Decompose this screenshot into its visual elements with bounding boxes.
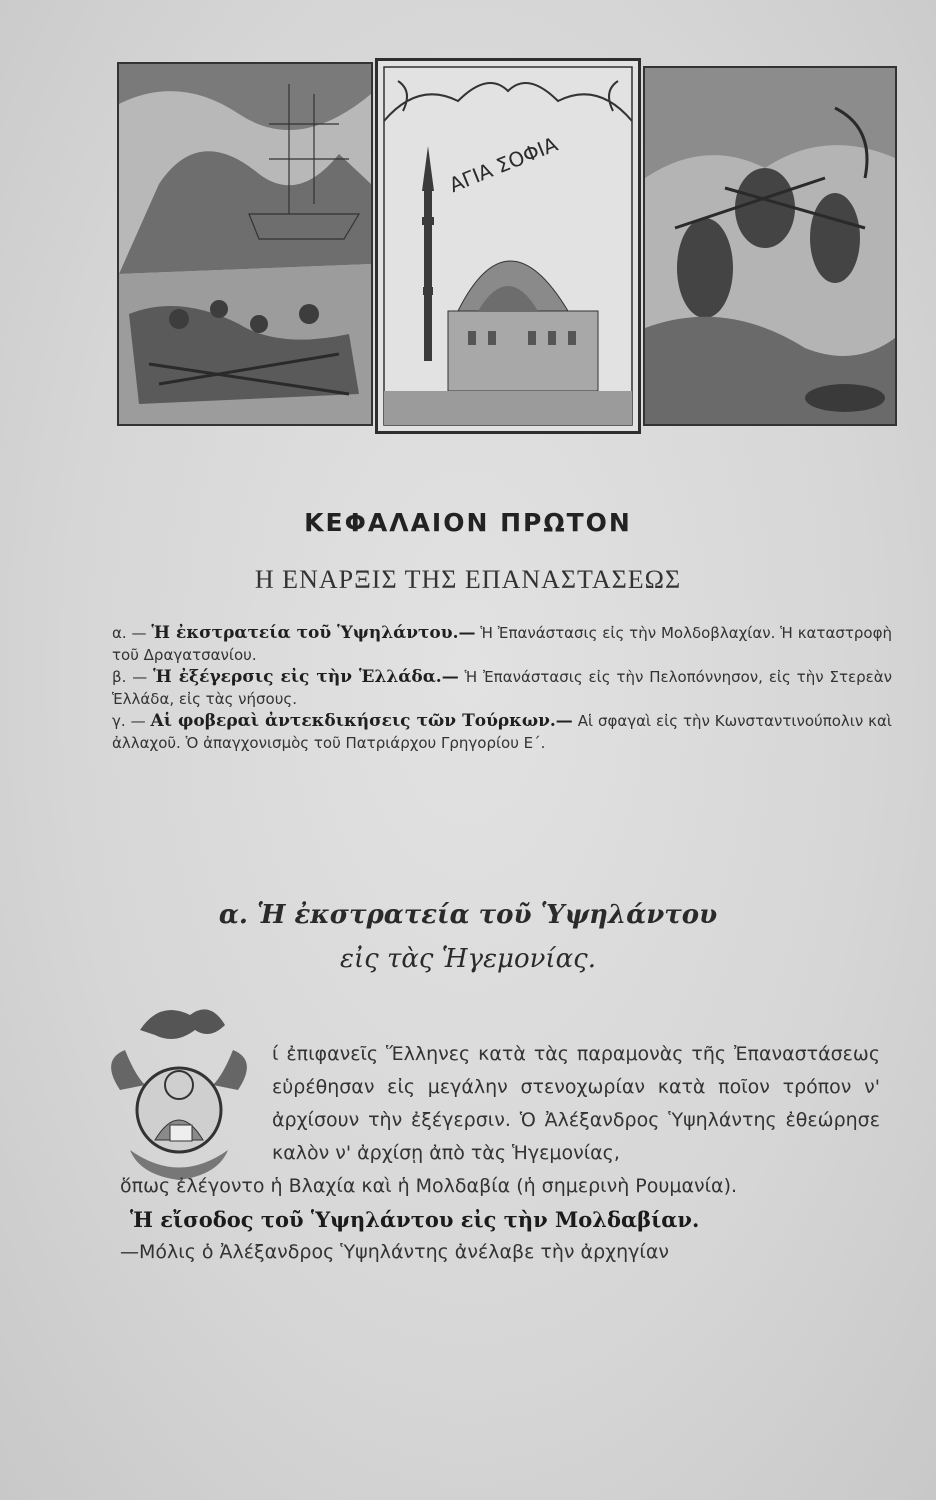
- chapter-heading: ΚΕΦΑΛΑΙΟΝ ΠΡΩΤΟΝ: [304, 508, 632, 537]
- summary-lead: Αἱ φοβεραὶ ἀντεκδικήσεις τῶν Τούρκων.—: [150, 711, 573, 731]
- paragraph-1-end: ὅπως ἐλέγοντο ἡ Βλαχία καὶ ἡ Μολδαβία (ἡ σημερινὴ Ρουμανία).: [120, 1175, 738, 1197]
- illustration-hagia-sophia: [375, 58, 641, 434]
- paragraph-1: ί ἐπιφανεῖς Ἕλληνες κατὰ τὰς παραμονὰς τῆς Ἐπαναστάσεως εὑρέθησαν εἰς μεγάλην στενοχωρίαν κατὰ ποῖον τρόπον ν' ἀρχίσουν τὴν ἐξέγερσιν. Ὁ Ἀλέξανδρος Ὑψηλάντης ἐθεώρησε καλὸν ν' ἀρχίσῃ ἀπὸ τὰς Ἡγεμονίας,: [272, 1043, 880, 1164]
- summary-text: Ἡ Ἐπανάστασις εἰς τὴν Πελοπόννησον, εἰς τὴν Στερεὰν Ἑλλάδα, εἰς τὰς νήσους.: [112, 668, 892, 708]
- summary-lead: Ἡ ἐξέγερσις εἰς τὴν Ἑλλάδα.—: [153, 667, 459, 687]
- illustration-harbor-burning: [117, 62, 373, 426]
- hagia-sophia-caption: ΑΓΙΑ ΣΟΦΙΑ: [445, 131, 561, 198]
- summary-lead: Ἡ ἐκστρατεία τοῦ Ὑψηλάντου.—: [151, 623, 476, 643]
- section-title-line2: εἰς τὰς Ἡγεμονίας.: [340, 944, 596, 974]
- summary-marker: γ. —: [112, 712, 146, 730]
- summary-item-b: [112, 666, 892, 710]
- section-title: [0, 893, 936, 981]
- summary-item-a: [112, 622, 892, 666]
- header-illustration-banner: [117, 58, 897, 428]
- summary-item-c: [112, 710, 892, 754]
- chapter-summary: [112, 622, 892, 754]
- section-title-line1: α. Ἡ ἐκστρατεία τοῦ Ὑψηλάντου: [218, 900, 718, 930]
- summary-text: Αἱ σφαγαὶ εἰς τὴν Κωνσταντινούπολιν καὶ ἀλλαχοῦ. Ὁ ἀπαγχονισμὸς τοῦ Πατριάρχου Γρηγορίου Ε΄.: [112, 712, 892, 752]
- summary-marker: α. —: [112, 624, 147, 642]
- body-text: [120, 1038, 880, 1269]
- illustration-battle-scene: [643, 66, 897, 426]
- summary-text: Ἡ Ἐπανάστασις εἰς τὴν Μολδοβλαχίαν. Ἡ καταστροφὴ τοῦ Δραγατσανίου.: [112, 624, 892, 664]
- chapter-subtitle: Η ΕΝΑΡΞΙΣ ΤΗΣ ΕΠΑΝΑΣΤΑΣΕΩΣ: [254, 565, 682, 594]
- paragraph-2: —Μόλις ὁ Ἀλέξανδρος Ὑψηλάντης ἀνέλαβε τὴν ἀρχηγίαν: [120, 1241, 669, 1263]
- subheading: Ἡ εἴσοδος τοῦ Ὑψηλάντου εἰς τὴν Μολδαβίαν.: [130, 1207, 700, 1232]
- summary-marker: β. —: [112, 668, 148, 686]
